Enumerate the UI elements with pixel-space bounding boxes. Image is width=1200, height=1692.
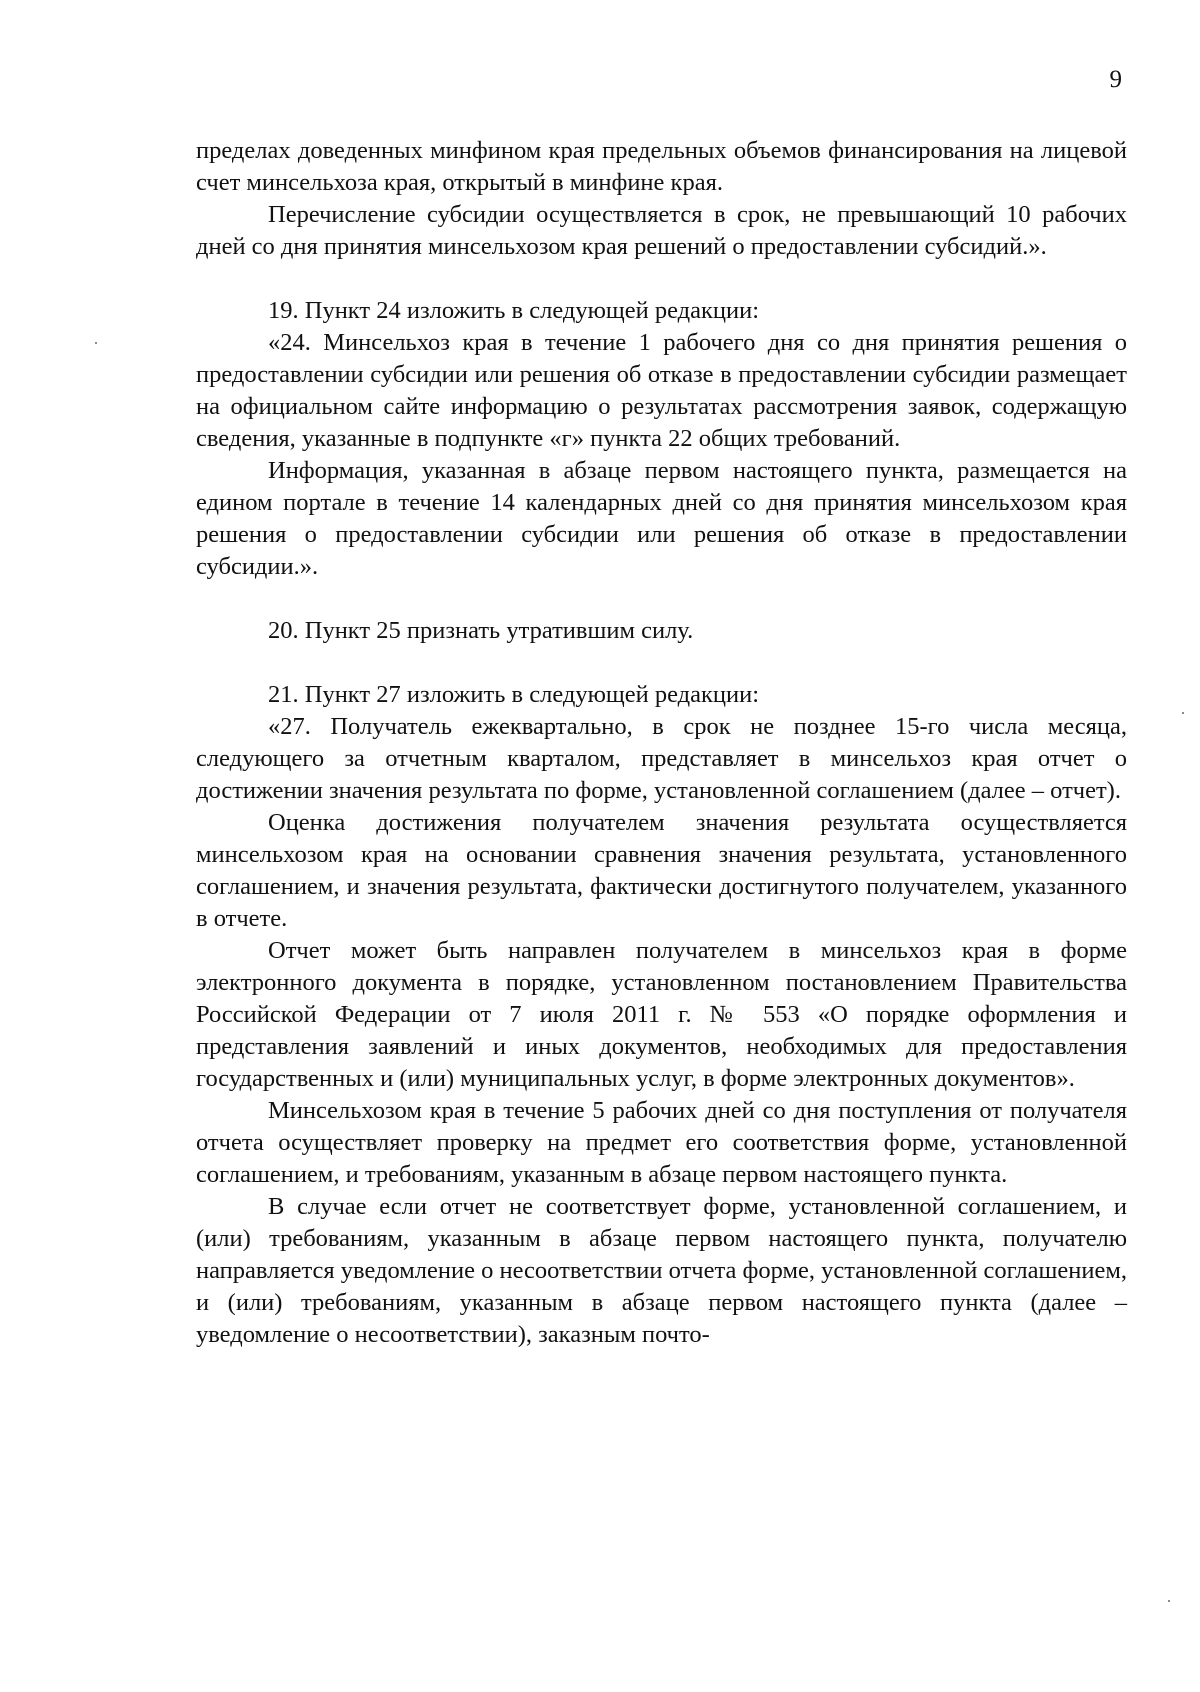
paragraph-point-24: «24. Минсельхоз края в течение 1 рабочего дня со дня принятия решения о предоставлении субсидии или решения об отказе в предоставлении субсидии размещает на официальном сайте информацию о результатах рассмотрения заявок, содержащую сведения, указанные в подпункте «г» пункта 22 общих требований. [196,329,1127,452]
paragraph-point-24-info: Информация, указанная в абзаце первом настоящего пункта, размещается на едином портале в течение 14 календарных дней со дня принятия минсельхозом края решения о предоставлении субсидии или решения об отказе в предоставлении субсидии.». [196,457,1127,580]
paragraph-continuation: пределах доведенных минфином края предельных объемов финансирования на лицевой счет минсельхоза края, открытый в минфине края. [196,137,1127,196]
paragraph-item-19: 19. Пункт 24 изложить в следующей редакции: [268,297,760,324]
paragraph-transfer-deadline: Перечисление субсидии осуществляется в срок, не превышающий 10 рабочих дней со дня принятия минсельхозом края решений о предоставлении субсидий.». [196,201,1127,260]
scan-speck [95,342,97,344]
paragraph-item-20: 20. Пункт 25 признать утратившим силу. [268,617,694,644]
paragraph-item-21: 21. Пункт 27 изложить в следующей редакции: [268,681,760,708]
page-number: 9 [1109,66,1122,93]
paragraph-nonconformity: В случае если отчет не соответствует форме, установленной соглашением, и (или) требованиям, указанным в абзаце первом настоящего пункта, получателю направляется уведомление о несоответствии отчета форме, установленной соглашением, и (или) требованиям, указанным в абзаце первом настоящего пункта (далее – уведомление о несоответствии), заказным почто- [196,1193,1127,1348]
scan-speck [1168,1600,1170,1602]
paragraph-point-27: «27. Получатель ежеквартально, в срок не позднее 15-го числа месяца, следующего за отчетным кварталом, представляет в минсельхоз края отчет о достижении значения результата по форме, установленной соглашением (далее – отчет). [196,713,1127,804]
paragraph-electronic-report: Отчет может быть направлен получателем в минсельхоз края в форме электронного документа в порядке, установленном постановлением Правительства Российской Федерации от 7 июля 2011 г. № 553 «О порядке оформления и представления заявлений и иных документов, необходимых для предоставления государственных и (или) муниципальных услуг, в форме электронных документов». [196,937,1127,1092]
document-body [196,135,1127,1351]
paragraph-report-check: Минсельхозом края в течение 5 рабочих дней со дня поступления от получателя отчета осуществляет проверку на предмет его соответствия форме, установленной соглашением, и требованиям, указанным в абзаце первом настоящего пункта. [196,1097,1127,1188]
scan-speck [1182,712,1184,714]
paragraph-result-evaluation: Оценка достижения получателем значения результата осуществляется минсельхозом края на основании сравнения значения результата, установленного соглашением, и значения результата, фактически достигнутого получателем, указанного в отчете. [196,809,1127,932]
